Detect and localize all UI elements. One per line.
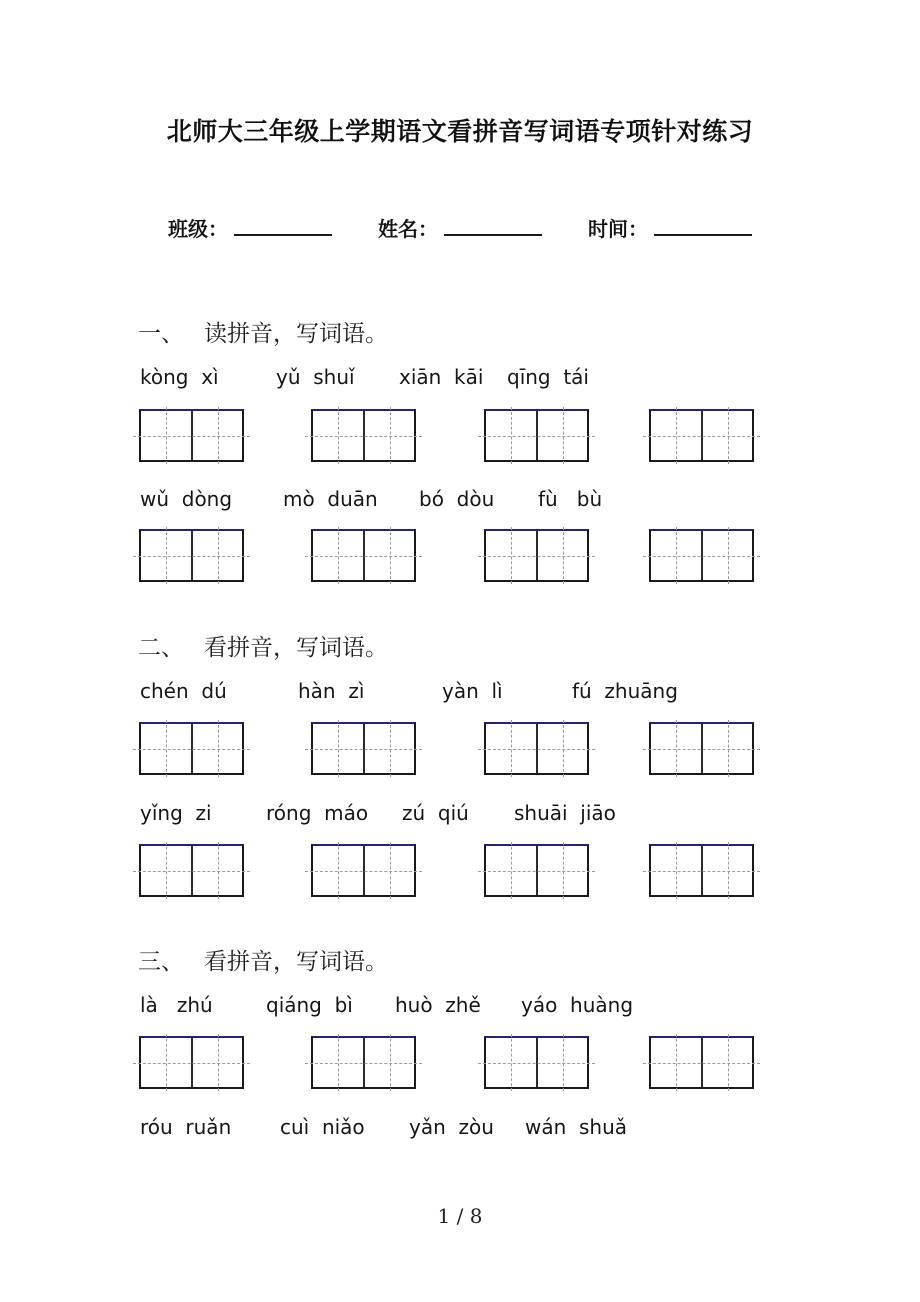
pinyin-pair: yàn lì bbox=[442, 679, 503, 703]
answer-grid bbox=[484, 844, 589, 897]
section-2-instruction: 看拼音，写词语。 bbox=[204, 635, 388, 661]
pinyin-pair: wǔ dòng bbox=[140, 487, 233, 511]
class-label: 班级： bbox=[168, 219, 228, 241]
header-fields bbox=[0, 213, 920, 243]
answer-grid bbox=[311, 722, 416, 775]
answer-grid-row bbox=[0, 1036, 920, 1090]
pinyin-pair: róu ruǎn bbox=[140, 1115, 232, 1139]
answer-grid bbox=[649, 409, 754, 462]
answer-grid bbox=[649, 1036, 754, 1089]
class-blank-line bbox=[234, 216, 332, 236]
pinyin-pair: huò zhě bbox=[395, 993, 481, 1017]
time-blank-line bbox=[654, 216, 752, 236]
pinyin-row bbox=[0, 679, 920, 705]
answer-grid bbox=[311, 409, 416, 462]
answer-grid bbox=[649, 722, 754, 775]
answer-grid bbox=[139, 1036, 244, 1089]
answer-grid bbox=[311, 1036, 416, 1089]
pinyin-pair: fú zhuāng bbox=[572, 679, 678, 703]
class-field bbox=[168, 213, 332, 242]
pinyin-pair: hàn zì bbox=[298, 679, 365, 703]
pinyin-pair: chén dú bbox=[140, 679, 227, 703]
answer-grid bbox=[484, 1036, 589, 1089]
answer-grid-row bbox=[0, 409, 920, 463]
answer-grid bbox=[139, 409, 244, 462]
pinyin-pair: yǐng zi bbox=[140, 801, 212, 825]
pinyin-pair: shuāi jiāo bbox=[514, 801, 616, 825]
section-2-heading bbox=[138, 629, 388, 662]
page-number: 1 / 8 bbox=[437, 1204, 483, 1228]
answer-grid bbox=[484, 529, 589, 582]
pinyin-row bbox=[0, 365, 920, 391]
pinyin-pair: zú qiú bbox=[402, 801, 469, 825]
pinyin-pair: yǎn zòu bbox=[409, 1115, 494, 1139]
time-label: 时间： bbox=[588, 219, 648, 241]
name-label: 姓名： bbox=[378, 219, 438, 241]
section-1-instruction: 读拼音，写词语。 bbox=[204, 321, 388, 347]
section-1-heading bbox=[138, 315, 388, 348]
section-2-number: 二、 bbox=[138, 635, 184, 661]
answer-grid bbox=[139, 529, 244, 582]
answer-grid-row bbox=[0, 722, 920, 776]
pinyin-pair: mò duān bbox=[283, 487, 378, 511]
pinyin-pair: là zhú bbox=[140, 993, 213, 1017]
answer-grid bbox=[649, 529, 754, 582]
section-3-instruction: 看拼音，写词语。 bbox=[204, 949, 388, 975]
answer-grid-row bbox=[0, 844, 920, 898]
pinyin-pair: cuì niǎo bbox=[280, 1115, 365, 1139]
doc-title: 北师大三年级上学期语文看拼音写词语专项针对练习 bbox=[166, 118, 754, 146]
pinyin-pair: kòng xì bbox=[140, 365, 219, 389]
pinyin-row bbox=[0, 1115, 920, 1141]
pinyin-pair: bó dòu bbox=[419, 487, 495, 511]
name-blank-line bbox=[444, 216, 542, 236]
section-3-heading bbox=[138, 943, 388, 976]
pinyin-pair: qīng tái bbox=[507, 365, 589, 389]
pinyin-pair: qiáng bì bbox=[266, 993, 353, 1017]
pinyin-row bbox=[0, 801, 920, 827]
pinyin-pair: yǔ shuǐ bbox=[276, 365, 355, 389]
answer-grid bbox=[139, 844, 244, 897]
answer-grid bbox=[139, 722, 244, 775]
pinyin-pair: yáo huàng bbox=[521, 993, 634, 1017]
answer-grid bbox=[649, 844, 754, 897]
pinyin-pair: wán shuǎ bbox=[525, 1115, 628, 1139]
pinyin-pair: róng máo bbox=[266, 801, 369, 825]
answer-grid bbox=[484, 722, 589, 775]
section-1-number: 一、 bbox=[138, 321, 184, 347]
answer-grid-row bbox=[0, 529, 920, 583]
name-field bbox=[378, 213, 542, 242]
answer-grid bbox=[311, 844, 416, 897]
section-3-number: 三、 bbox=[138, 949, 184, 975]
pinyin-pair: fù bù bbox=[538, 487, 603, 511]
answer-grid bbox=[311, 529, 416, 582]
pinyin-row bbox=[0, 993, 920, 1019]
answer-grid bbox=[484, 409, 589, 462]
pinyin-pair: xiān kāi bbox=[399, 365, 484, 389]
time-field bbox=[588, 213, 752, 242]
pinyin-row bbox=[0, 487, 920, 513]
